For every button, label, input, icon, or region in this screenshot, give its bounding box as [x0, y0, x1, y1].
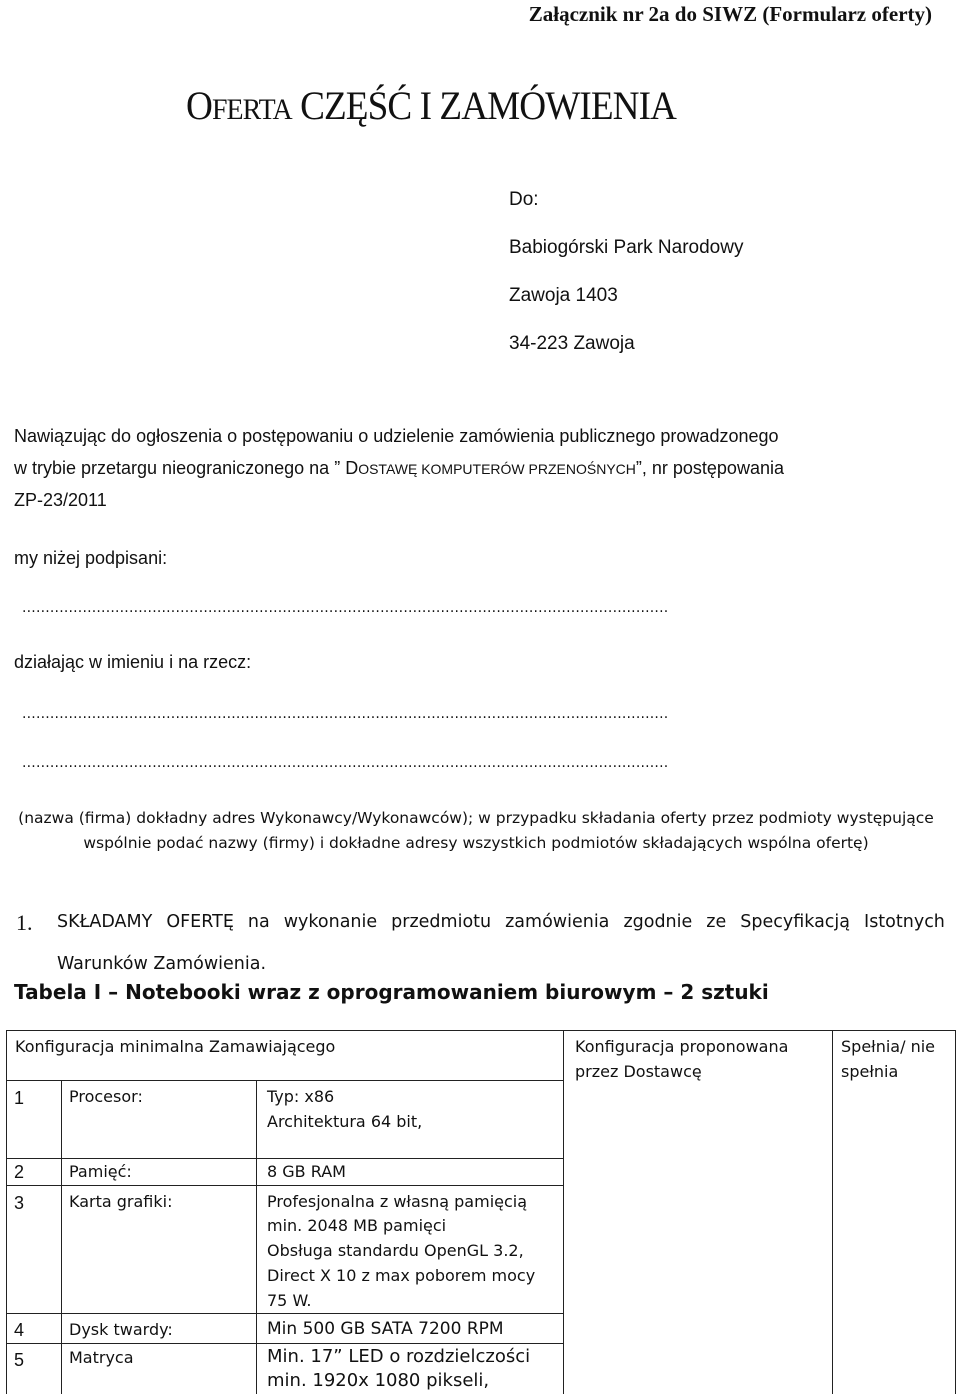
row-spec-line: Architektura 64 bit, [267, 1112, 423, 1131]
header-proposed-1: Konfiguracja proponowana [575, 1037, 789, 1056]
row-spec-line: Min 500 GB SATA 7200 RPM [267, 1319, 504, 1339]
fill-line-1[interactable]: ........................................................................................................................................... [22, 600, 669, 616]
word: ze [706, 912, 727, 932]
intro-line-1: Nawiązując do ogłoszenia o postępowaniu o udzielenie zamówienia publicznego prowadzonego [14, 426, 779, 446]
intro-line-2 [14, 458, 784, 479]
recipient-street: Zawoja 1403 [509, 285, 618, 306]
row-spec-line: 8 GB RAM [267, 1162, 346, 1181]
section-1-text-line-2: Warunków Zamówienia. [57, 954, 267, 974]
row-name: Karta grafiki: [69, 1192, 173, 1211]
row-name: Dysk twardy: [69, 1320, 173, 1339]
specification-table [6, 1030, 956, 1394]
word: przedmiotu [391, 912, 492, 932]
row-spec-line: Obsługa standardu OpenGL 3.2, [267, 1241, 524, 1260]
row-number: 4 [14, 1320, 25, 1340]
word: Istotnych [864, 912, 945, 932]
header-proposed-2: przez Dostawcę [575, 1062, 702, 1081]
fill-instructions-note: (nazwa (firma) dokładny adres Wykonawcy/Wykonawców); w przypadku składania oferty przez podmioty występujące wspólnie podać nazwy (firmy) i dokładne adresy wszystkich podmiotów składających wspólna ofertę) [18, 809, 934, 852]
header-meets-2: spełnia [841, 1062, 899, 1081]
section-1-text [57, 912, 945, 932]
signed-label: my niżej podpisani: [14, 548, 168, 568]
row-name: Pamięć: [69, 1162, 132, 1181]
title-smallcaps: FERTA [211, 93, 292, 126]
row-name: Procesor: [69, 1087, 143, 1106]
page-title [186, 82, 676, 129]
procedure-number: ZP-23/2011 [14, 490, 107, 510]
intro-line-2c: ”, nr postępowania [635, 458, 784, 478]
row-name: Matryca [69, 1348, 134, 1367]
row-spec-line: 75 W. [267, 1291, 312, 1310]
row-number: 1 [14, 1088, 25, 1108]
word: OFERTĘ [166, 912, 234, 932]
row-spec-line: Direct X 10 z max poborem mocy [267, 1266, 536, 1285]
header-meets-1: Spełnia/ nie [841, 1037, 935, 1056]
recipient-city: 34-223 Zawoja [509, 333, 635, 354]
procurement-subject: OSTAWĘ KOMPUTERÓW PRZENOŚNYCH [358, 461, 636, 477]
word: wykonanie [283, 912, 378, 932]
fill-line-3[interactable]: ........................................................................................................................................... [22, 755, 669, 771]
word: Specyfikacją [740, 912, 851, 932]
acting-label: działając w imieniu i na rzecz: [14, 652, 252, 672]
row-spec-line: Profesjonalna z własną pamięcią [267, 1192, 528, 1211]
recipient-name: Babiogórski Park Narodowy [509, 237, 744, 258]
recipient-to: Do: [509, 189, 539, 210]
section-number: 1. [16, 910, 33, 935]
fill-line-2[interactable]: ........................................................................................................................................... [22, 706, 669, 722]
word: na [247, 912, 270, 932]
row-number: 5 [14, 1350, 25, 1370]
row-spec-line: Min. 17” LED o rozdzielczości [267, 1346, 531, 1367]
attachment-label: Załącznik nr 2a do SIWZ (Formularz oferty) [528, 2, 932, 26]
table-title: Tabela I – Notebooki wraz z oprogramowaniem biurowym – 2 sztuki [14, 980, 769, 1004]
word: SKŁADAMY [57, 912, 153, 932]
row-spec-line: Typ: x86 [267, 1087, 335, 1106]
intro-line-2a: w trybie przetargu nieograniczonego na ” D [14, 458, 359, 478]
word: zamówienia [505, 912, 610, 932]
row-spec-line: min. 2048 MB pamięci [267, 1216, 447, 1235]
row-number: 3 [14, 1193, 25, 1213]
row-spec-line: min. 1920x 1080 pikseli, [267, 1370, 490, 1391]
title-initial: O [186, 83, 212, 128]
header-min-config: Konfiguracja minimalna Zamawiającego [15, 1037, 336, 1056]
word: zgodnie [623, 912, 693, 932]
title-rest: CZĘŚĆ I ZAMÓWIENIA [291, 83, 676, 128]
row-number: 2 [14, 1162, 25, 1182]
